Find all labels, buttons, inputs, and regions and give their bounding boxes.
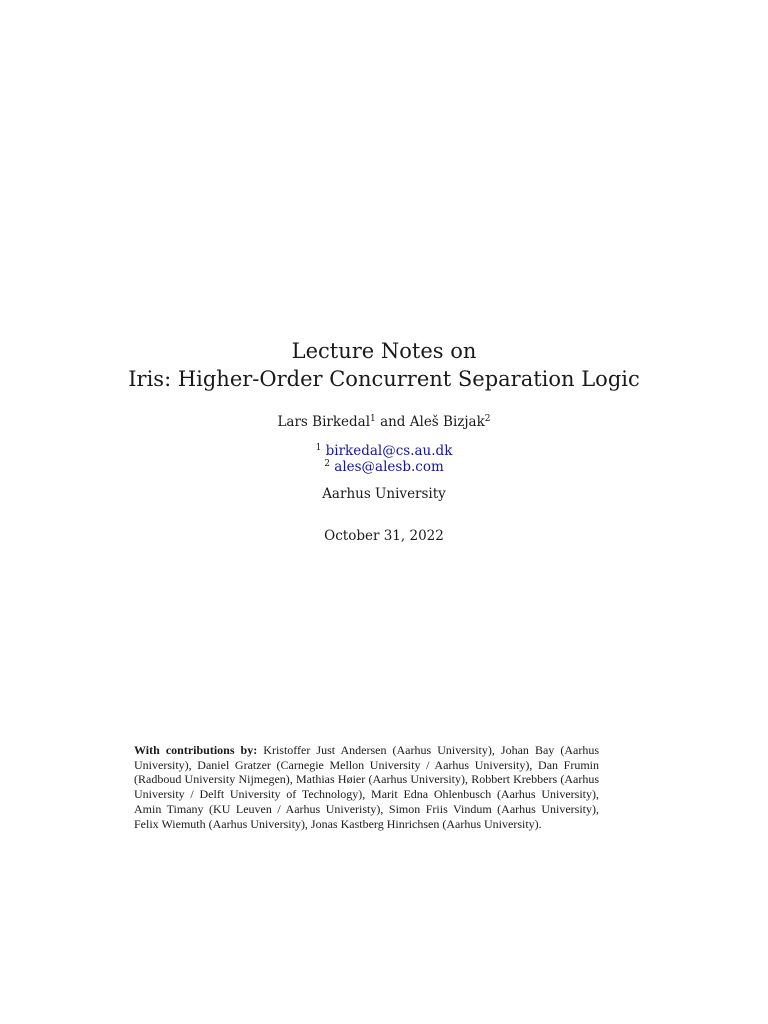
email-line-2 bbox=[0, 459, 768, 475]
title-line-1: Lecture Notes on bbox=[291, 339, 477, 363]
email-2-mark: 2 bbox=[324, 459, 330, 469]
document-title bbox=[0, 337, 768, 393]
publication-date: October 31, 2022 bbox=[324, 528, 444, 544]
email-list bbox=[0, 443, 768, 475]
author-line bbox=[0, 413, 768, 431]
email-1-mark: 1 bbox=[315, 443, 322, 453]
author-1-name: Lars Birkedal bbox=[277, 414, 371, 430]
author-conjunction: and bbox=[380, 414, 406, 430]
email-link-birkedal[interactable]: birkedal@cs.au.dk bbox=[325, 443, 453, 459]
contributions-text: Kristoffer Just Andersen (Aarhus University), Johan Bay (Aarhus University), Daniel Gratzer (Carnegie Mellon University / Aarhus University), Dan Frumin (Radboud University Nijmegen), Mathias Høier (Aarhus University), Robbert Krebbers (Aarhus University / Delft University of Technology), Marit Edna Ohlenbusch (Aarhus University), Amin Timany (KU Leuven / Aarhus Univeristy), Simon Friis Vindum (Aarhus University), Felix Wiemuth (Aarhus University), Jonas Kastberg Hinrichsen (Aarhus University). bbox=[134, 743, 599, 831]
email-link-bizjak[interactable]: ales@alesb.com bbox=[334, 459, 444, 475]
author-2-name: Aleš Bizjak bbox=[409, 414, 485, 430]
author-1-footnote-mark: 1 bbox=[370, 414, 376, 424]
email-line-1 bbox=[0, 443, 768, 459]
contributions-paragraph bbox=[134, 743, 599, 831]
affiliation: Aarhus University bbox=[322, 486, 446, 502]
contributions-label: With contributions by: bbox=[134, 743, 258, 757]
author-2-footnote-mark: 2 bbox=[484, 414, 491, 424]
title-line-2: Iris: Higher-Order Concurrent Separation Logic bbox=[128, 367, 640, 391]
